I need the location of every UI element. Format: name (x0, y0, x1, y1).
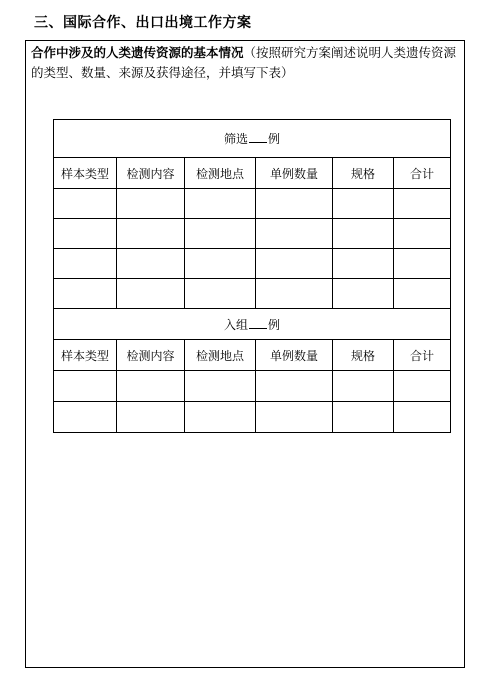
table-row (54, 219, 451, 249)
enrollment-prefix: 入组 (224, 317, 249, 332)
col-header: 检测内容 (117, 158, 185, 189)
table-cell[interactable] (117, 371, 185, 402)
screening-prefix: 筛选 (224, 132, 249, 146)
table-cell[interactable] (333, 189, 394, 219)
table-cell[interactable] (333, 402, 394, 433)
screening-count-blank[interactable] (249, 131, 267, 143)
col-header: 检测地点 (185, 340, 256, 371)
table-cell[interactable] (185, 219, 256, 249)
col-header: 规格 (333, 340, 394, 371)
col-header: 检测地点 (185, 158, 256, 189)
intro-note: （按照研究方案阐述说明人类遗传资源的类型、数量、来源及获得途径，并填写下表） (31, 45, 457, 80)
enrollment-suffix: 例 (268, 317, 281, 332)
section-heading: 三、国际合作、出口出境工作方案 (34, 15, 252, 31)
form-box (25, 40, 465, 668)
col-header: 规格 (333, 158, 394, 189)
table-cell[interactable] (394, 279, 451, 309)
col-header: 样本类型 (54, 158, 117, 189)
table-cell[interactable] (256, 402, 333, 433)
table-cell[interactable] (394, 189, 451, 219)
table-cell[interactable] (54, 189, 117, 219)
enrollment-section-title (54, 309, 451, 340)
col-header: 样本类型 (54, 340, 117, 371)
sample-table (53, 119, 451, 433)
enrollment-count-blank[interactable] (249, 317, 267, 329)
table-cell[interactable] (117, 189, 185, 219)
col-header: 合计 (394, 340, 451, 371)
table-cell[interactable] (256, 279, 333, 309)
col-header: 合计 (394, 158, 451, 189)
intro-text (31, 43, 463, 83)
table-cell[interactable] (256, 219, 333, 249)
screening-section-title (54, 120, 451, 158)
table-cell[interactable] (185, 371, 256, 402)
table-row (54, 249, 451, 279)
table-cell[interactable] (54, 402, 117, 433)
table-cell[interactable] (333, 279, 394, 309)
table-cell[interactable] (54, 219, 117, 249)
table-cell[interactable] (54, 279, 117, 309)
table-cell[interactable] (394, 402, 451, 433)
col-header: 检测内容 (117, 340, 185, 371)
table-cell[interactable] (117, 219, 185, 249)
table-cell[interactable] (394, 219, 451, 249)
table-cell[interactable] (117, 249, 185, 279)
table-cell[interactable] (117, 279, 185, 309)
enrollment-header-row (54, 340, 451, 371)
table-cell[interactable] (185, 249, 256, 279)
table-cell[interactable] (185, 279, 256, 309)
table-row (54, 371, 451, 402)
table-row (54, 279, 451, 309)
table-cell[interactable] (333, 371, 394, 402)
intro-lead: 合作中涉及的人类遗传资源的基本情况 (31, 45, 244, 60)
table-cell[interactable] (54, 371, 117, 402)
table-row (54, 402, 451, 433)
table-cell[interactable] (185, 189, 256, 219)
table-cell[interactable] (256, 371, 333, 402)
table-cell[interactable] (256, 189, 333, 219)
screening-suffix: 例 (268, 132, 281, 146)
col-header: 单例数量 (256, 340, 333, 371)
table-cell[interactable] (54, 249, 117, 279)
col-header: 单例数量 (256, 158, 333, 189)
screening-header-row (54, 158, 451, 189)
table-cell[interactable] (394, 371, 451, 402)
table-cell[interactable] (394, 249, 451, 279)
table-cell[interactable] (256, 249, 333, 279)
table-cell[interactable] (185, 402, 256, 433)
table-cell[interactable] (333, 219, 394, 249)
table-row (54, 189, 451, 219)
table-cell[interactable] (117, 402, 185, 433)
table-cell[interactable] (333, 249, 394, 279)
